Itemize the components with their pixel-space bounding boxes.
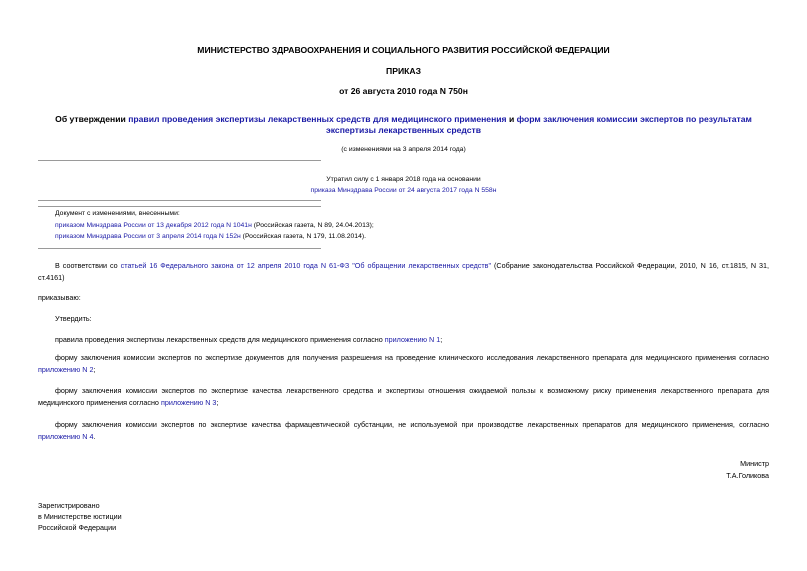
approval-item [38,385,769,409]
expiry-link-row [0,187,807,194]
appendix-link[interactable]: приложению N 3 [160,398,217,407]
divider [38,206,321,207]
item-text: форму заключения комиссии экспертов по экспертизе документов для получения разрешения на проведение клинического исследования лекарственного препарата для медицинского применения согласно [55,353,769,362]
intro-paragraph [38,260,769,284]
expiry-order-link[interactable]: приказа Минздрава России от 24 августа 2017 года N 558н [310,187,497,194]
divider [38,248,321,249]
title-mid: и [506,114,517,124]
item-end: ; [440,335,443,344]
forms-link[interactable]: форм заключения комиссии экспертов по результатам экспертизы лекарственных средств [325,114,752,135]
approval-item [38,419,769,443]
law-link[interactable]: статьей 16 Федерального закона от 12 апреля 2010 года N 61-ФЗ "Об обращении лекарственных средств" [120,261,492,270]
document-title [40,114,767,136]
title-prefix: Об утверждении [55,114,129,124]
changes-note: (с изменениями на 3 апреля 2014 года) [341,146,466,153]
registration-line: Зарегистрировано [38,501,100,510]
item-end: ; [93,365,96,374]
signatory-position: Министр [740,459,769,468]
item-text: форму заключения комиссии экспертов по экспертизе качества лекарственного средства и экспертизы отношения ожидаемой пользы к возможному риску применения лекарственного препарата для медицинского применения согласно [38,386,769,407]
doc-type-heading: ПРИКАЗ [386,66,421,76]
amendment-item [55,220,615,232]
expiry-note: Утратил силу с 1 января 2018 года на основании [326,176,481,183]
intro-post: (Собрание законодательства Российской Федерации, 2010, N 16, ст.1815, N 31, ст.4161) [38,261,770,282]
doc-date-heading: от 26 августа 2010 года N 750н [339,86,468,96]
rules-link[interactable]: правил проведения экспертизы лекарственных средств для медицинского применения [128,114,507,124]
item-end: ; [216,398,219,407]
approval-item [38,352,769,376]
registration-line: в Министерстве юстиции [38,512,122,521]
appendix-link[interactable]: приложению N 1 [384,335,441,344]
item-text: форму заключения комиссии экспертов по экспертизе качества фармацевтической субстанции, не используемой при производстве лекарственных препаратов для медицинского применения, согласно [55,420,769,429]
appendix-link[interactable]: приложению N 4 [38,432,94,441]
intro-pre: В соответствии со [55,261,121,270]
signature-block [560,458,769,482]
amendment-source: (Российская газета, N 179, 11.08.2014). [240,233,367,240]
approve-word: Утвердить: [55,314,92,323]
amendments-heading: Документ с изменениями, внесенными: [55,210,180,217]
order-word: приказываю: [38,293,81,302]
amendment-source: (Российская газета, N 89, 24.04.2013); [251,221,374,229]
amendment-link[interactable]: приказом Минздрава России от 3 апреля 2014 года N 152н [55,233,241,240]
approval-item [38,334,769,346]
appendix-link[interactable]: приложению N 2 [38,365,94,374]
signatory-name: Т.А.Голикова [726,471,769,480]
item-text: правила проведения экспертизы лекарственных средств для медицинского применения согласно [55,335,385,344]
registration-line: Российской Федерации [38,523,117,532]
amendments-block [55,208,615,243]
item-end: . [93,432,96,441]
divider [38,160,321,161]
ministry-heading: МИНИСТЕРСТВО ЗДРАВООХРАНЕНИЯ И СОЦИАЛЬНОГО РАЗВИТИЯ РОССИЙСКОЙ ФЕДЕРАЦИИ [197,45,610,55]
registration-block [38,500,288,533]
amendment-item [55,231,615,243]
divider [38,200,321,201]
amendment-link[interactable]: приказом Минздрава России от 13 декабря 2012 года N 1041н [55,221,252,229]
